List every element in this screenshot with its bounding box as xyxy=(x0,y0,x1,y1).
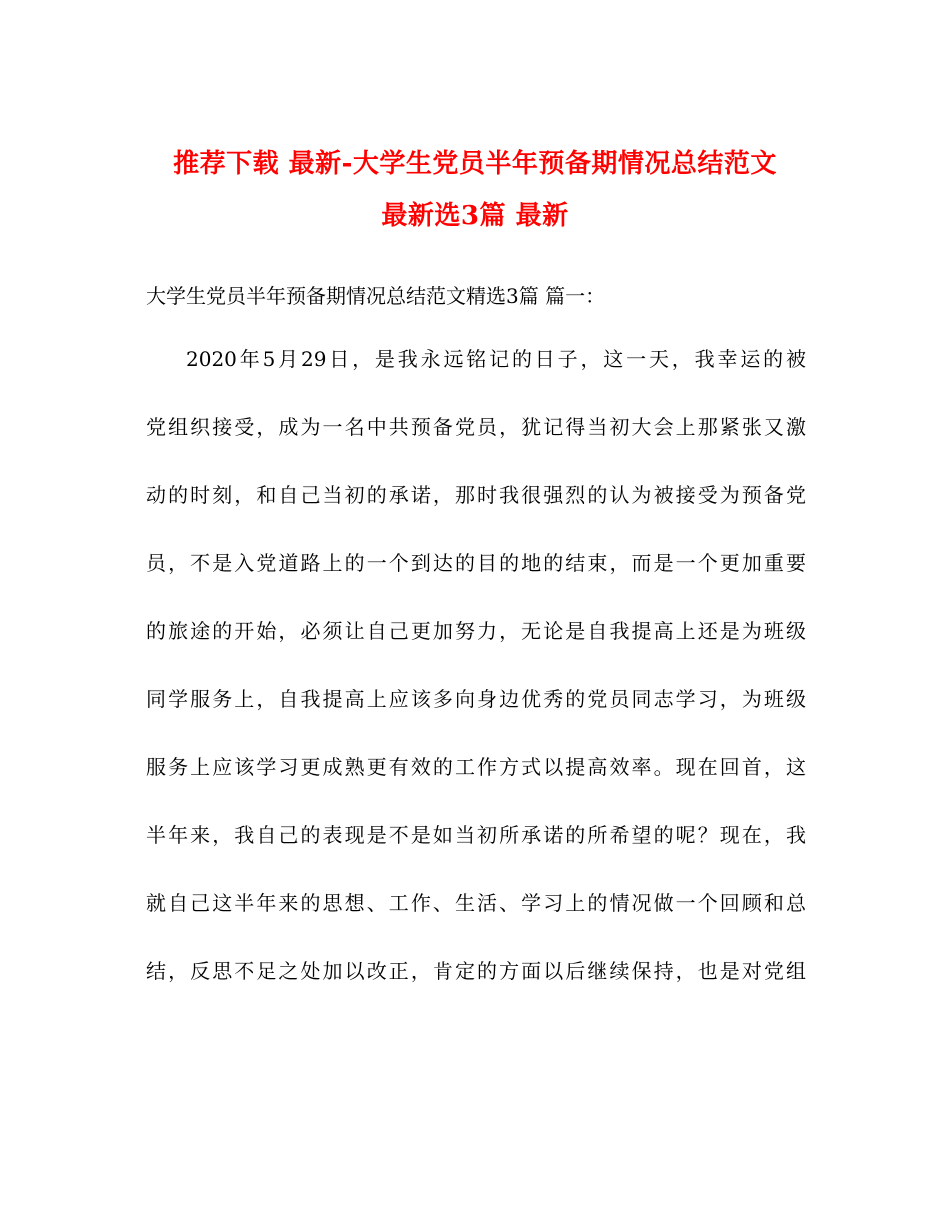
body-line-1: 2020年5月29日，是我永远铭记的日子，这一天，我幸运的被 xyxy=(186,347,806,371)
body-line-2: 党组织接受，成为一名中共预备党员，犹记得当初大会上那紧张又激 xyxy=(146,415,806,439)
body-line-10: 结，反思不足之处加以改正，肯定的方面以后继续保持，也是对党组 xyxy=(146,959,806,983)
body-line-6: 同学服务上，自我提高上应该多向身边优秀的党员同志学习，为班级 xyxy=(146,687,806,711)
body-line-9: 就自己这半年来的思想、工作、生活、学习上的情况做一个回顾和总 xyxy=(146,891,806,915)
title-line-1: 推荐下载 最新-大学生党员半年预备期情况总结范文 xyxy=(173,149,777,179)
section-heading: 大学生党员半年预备期情况总结范文精选3篇 篇一： xyxy=(146,284,606,308)
title-line-2: 最新选3篇 最新 xyxy=(381,201,569,231)
document-title xyxy=(130,138,820,242)
body-line-5: 的旅途的开始，必须让自己更加努力，无论是自我提高上还是为班级 xyxy=(146,619,806,643)
body-line-7: 服务上应该学习更成熟更有效的工作方式以提高效率。现在回首，这 xyxy=(146,755,806,779)
body-line-3: 动的时刻，和自己当初的承诺，那时我很强烈的认为被接受为预备党 xyxy=(146,483,806,507)
body-line-4: 员，不是入党道路上的一个到达的目的地的结束，而是一个更加重要 xyxy=(146,551,806,575)
body-line-8: 半年来，我自己的表现是不是如当初所承诺的所希望的呢？现在，我 xyxy=(146,823,806,847)
